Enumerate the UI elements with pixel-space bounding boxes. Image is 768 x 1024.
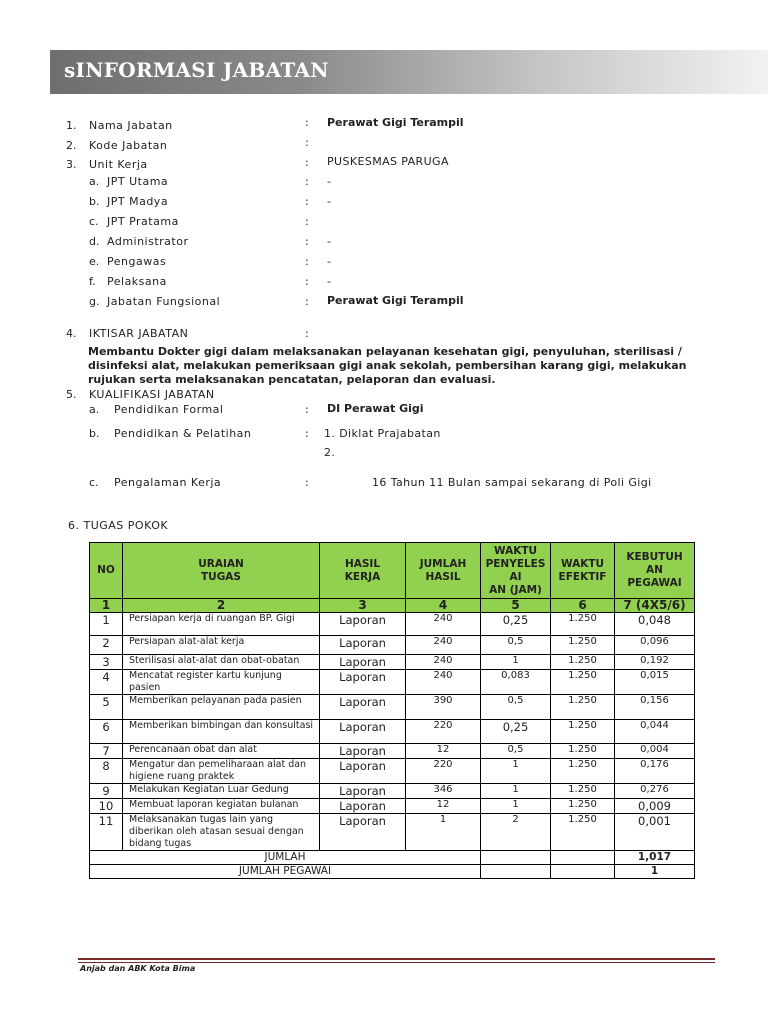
row-uraian: Memberikan pelayanan pada pasien: [123, 695, 320, 720]
jumlah-pegawai-value: 1: [615, 865, 695, 879]
formal-num: a.: [89, 403, 100, 416]
row-efektif: 1.250: [551, 744, 615, 759]
page-title: sINFORMASI JABATAN: [64, 58, 329, 82]
row-uraian: Sterilisasi alat-alat dan obat-obatan: [123, 655, 320, 670]
jumlah-value: 1,017: [615, 851, 695, 865]
info-value: -: [327, 255, 332, 268]
info-label: Pelaksana: [107, 275, 167, 288]
table-row: [90, 814, 695, 851]
kualifikasi-num: 5.: [66, 388, 77, 401]
info-num: 3.: [66, 158, 77, 171]
row-efektif: 1.250: [551, 720, 615, 744]
pelatihan-colon: :: [305, 427, 309, 440]
info-colon: :: [305, 255, 309, 268]
row-uraian: Persiapan kerja di ruangan BP. Gigi: [123, 613, 320, 636]
ikhtisar-text: Membantu Dokter gigi dalam melaksanakan pelayanan kesehatan gigi, penyuluhan, sterilisasi / disinfeksi alat, melakukan pemeriksaan gigi anak sekolah, pembersihan karang gigi, melakukan rujukan serta melaksanakan pencatatan, pelaporan dan evaluasi.: [88, 345, 687, 386]
row-jumlah: 240: [406, 670, 481, 695]
pelatihan-label: Pendidikan & Pelatihan: [114, 427, 252, 440]
row-kebutuhan: 0,096: [615, 636, 695, 655]
row-no: 6: [90, 720, 123, 744]
row-hasil: Laporan: [320, 655, 406, 670]
table-row: [90, 655, 695, 670]
row-no: 9: [90, 784, 123, 799]
row-kebutuhan: 0,276: [615, 784, 695, 799]
info-colon: :: [305, 156, 309, 169]
row-hasil: Laporan: [320, 784, 406, 799]
info-colon: :: [305, 195, 309, 208]
pengalaman-num: c.: [89, 476, 99, 489]
row-jumlah: 220: [406, 759, 481, 784]
table-row: [90, 744, 695, 759]
row-efektif: 1.250: [551, 695, 615, 720]
empty-cell: [551, 851, 615, 865]
row-uraian: Perencanaan obat dan alat: [123, 744, 320, 759]
row-hasil: Laporan: [320, 759, 406, 784]
row-jumlah: 240: [406, 636, 481, 655]
row-waktu: 0,083: [481, 670, 551, 695]
table-row: [90, 636, 695, 655]
row-efektif: 1.250: [551, 814, 615, 851]
info-value: -: [327, 275, 332, 288]
footer-text: Anjab dan ABK Kota Bima: [80, 964, 196, 973]
table-row: [90, 670, 695, 695]
info-label: Nama Jabatan: [89, 119, 173, 132]
row-waktu: 0,5: [481, 636, 551, 655]
tugas-pokok-title: 6. TUGAS POKOK: [68, 519, 169, 532]
row-jumlah: 12: [406, 799, 481, 814]
row-no: 11: [90, 814, 123, 851]
row-efektif: 1.250: [551, 655, 615, 670]
info-value: -: [327, 235, 332, 248]
empty-cell: [481, 851, 551, 865]
row-jumlah: 220: [406, 720, 481, 744]
info-value: Perawat Gigi Terampil: [327, 294, 464, 307]
row-waktu: 1: [481, 784, 551, 799]
index-cell: 5: [481, 599, 551, 613]
row-uraian: Persiapan alat-alat kerja: [123, 636, 320, 655]
row-hasil: Laporan: [320, 720, 406, 744]
row-jumlah: 1: [406, 814, 481, 851]
kualifikasi-label: KUALIFIKASI JABATAN: [89, 388, 215, 401]
info-num: 1.: [66, 119, 77, 132]
index-cell: 6: [551, 599, 615, 613]
row-no: 3: [90, 655, 123, 670]
row-hasil: Laporan: [320, 799, 406, 814]
row-kebutuhan: 0,015: [615, 670, 695, 695]
row-waktu: 0,25: [481, 613, 551, 636]
info-colon: :: [305, 295, 309, 308]
row-kebutuhan: 0,192: [615, 655, 695, 670]
pengalaman-label: Pengalaman Kerja: [114, 476, 222, 489]
info-num: d.: [89, 235, 100, 248]
formal-label: Pendidikan Formal: [114, 403, 224, 416]
row-jumlah: 12: [406, 744, 481, 759]
empty-cell: [481, 865, 551, 879]
info-label: JPT Pratama: [107, 215, 179, 228]
pengalaman-value: 16 Tahun 11 Bulan sampai sekarang di Poli Gigi: [372, 476, 652, 489]
row-efektif: 1.250: [551, 759, 615, 784]
index-cell: 4: [406, 599, 481, 613]
row-efektif: 1.250: [551, 799, 615, 814]
header-kebutuhan: KEBUTUH AN PEGAWAI: [615, 543, 695, 599]
info-value: -: [327, 175, 332, 188]
row-hasil: Laporan: [320, 744, 406, 759]
info-label: Pengawas: [107, 255, 167, 268]
row-jumlah: 346: [406, 784, 481, 799]
header-uraian: URAIAN TUGAS: [123, 543, 320, 599]
header-waktu: WAKTU PENYELES AI AN (JAM): [481, 543, 551, 599]
footer-divider: [78, 958, 715, 960]
row-waktu: 0,25: [481, 720, 551, 744]
header-jumlah: JUMLAH HASIL: [406, 543, 481, 599]
ikhtisar-label: IKTISAR JABATAN: [89, 327, 189, 340]
info-label: Jabatan Fungsional: [107, 295, 221, 308]
info-label: Unit Kerja: [89, 158, 148, 171]
row-hasil: Laporan: [320, 670, 406, 695]
row-kebutuhan: 0,048: [615, 613, 695, 636]
formal-value: DI Perawat Gigi: [327, 402, 424, 415]
table-row: [90, 613, 695, 636]
info-value: Perawat Gigi Terampil: [327, 116, 464, 129]
header-hasil: HASIL KERJA: [320, 543, 406, 599]
row-hasil: Laporan: [320, 636, 406, 655]
row-waktu: 0,5: [481, 695, 551, 720]
row-no: 8: [90, 759, 123, 784]
index-cell: 1: [90, 599, 123, 613]
row-kebutuhan: 0,156: [615, 695, 695, 720]
row-efektif: 1.250: [551, 636, 615, 655]
pengalaman-colon: :: [305, 476, 309, 489]
row-uraian: Melakukan Kegiatan Luar Gedung: [123, 784, 320, 799]
index-cell: 2: [123, 599, 320, 613]
row-jumlah: 240: [406, 655, 481, 670]
info-num: 2.: [66, 139, 77, 152]
header-efektif: WAKTU EFEKTIF: [551, 543, 615, 599]
row-waktu: 1: [481, 799, 551, 814]
formal-colon: :: [305, 403, 309, 416]
pelatihan-num: b.: [89, 427, 100, 440]
row-jumlah: 240: [406, 613, 481, 636]
info-colon: :: [305, 175, 309, 188]
info-colon: :: [305, 116, 309, 129]
table-row: [90, 759, 695, 784]
info-label: Administrator: [107, 235, 189, 248]
info-colon: :: [305, 215, 309, 228]
info-value: PUSKESMAS PARUGA: [327, 155, 449, 168]
jumlah-label: JUMLAH: [90, 851, 481, 865]
ikhtisar-num: 4.: [66, 327, 77, 340]
info-num: g.: [89, 295, 100, 308]
footer-divider: [78, 962, 715, 963]
info-num: a.: [89, 175, 100, 188]
row-waktu: 1: [481, 759, 551, 784]
info-colon: :: [305, 235, 309, 248]
index-cell: 7 (4X5/6): [615, 599, 695, 613]
table-row: [90, 784, 695, 799]
info-num: e.: [89, 255, 100, 268]
row-kebutuhan: 0,001: [615, 814, 695, 851]
row-hasil: Laporan: [320, 814, 406, 851]
row-kebutuhan: 0,009: [615, 799, 695, 814]
ikhtisar-colon: :: [305, 327, 309, 340]
row-no: 1: [90, 613, 123, 636]
row-hasil: Laporan: [320, 613, 406, 636]
table-row: [90, 720, 695, 744]
row-no: 10: [90, 799, 123, 814]
info-colon: :: [305, 275, 309, 288]
row-jumlah: 390: [406, 695, 481, 720]
info-label: JPT Madya: [107, 195, 169, 208]
row-waktu: 0,5: [481, 744, 551, 759]
info-colon: :: [305, 136, 309, 149]
row-kebutuhan: 0,176: [615, 759, 695, 784]
header-banner: [50, 50, 768, 94]
row-no: 5: [90, 695, 123, 720]
table-row: [90, 695, 695, 720]
row-uraian: Mengatur dan pemeliharaan alat dan higiene ruang praktek: [123, 759, 320, 784]
row-efektif: 1.250: [551, 784, 615, 799]
row-uraian: Memberikan bimbingan dan konsultasi: [123, 720, 320, 744]
row-waktu: 2: [481, 814, 551, 851]
row-kebutuhan: 0,044: [615, 720, 695, 744]
row-kebutuhan: 0,004: [615, 744, 695, 759]
row-uraian: Mencatat register kartu kunjung pasien: [123, 670, 320, 695]
pelatihan-item: 2.: [324, 446, 336, 459]
row-uraian: Membuat laporan kegiatan bulanan: [123, 799, 320, 814]
info-value: -: [327, 195, 332, 208]
empty-cell: [551, 865, 615, 879]
info-label: Kode Jabatan: [89, 139, 168, 152]
row-no: 2: [90, 636, 123, 655]
row-no: 7: [90, 744, 123, 759]
info-num: b.: [89, 195, 100, 208]
index-cell: 3: [320, 599, 406, 613]
row-efektif: 1.250: [551, 670, 615, 695]
info-num: f.: [89, 275, 96, 288]
pelatihan-item: 1. Diklat Prajabatan: [324, 427, 441, 440]
row-no: 4: [90, 670, 123, 695]
tugas-pokok-table: [89, 542, 695, 879]
table-row: [90, 799, 695, 814]
row-hasil: Laporan: [320, 695, 406, 720]
info-num: c.: [89, 215, 99, 228]
jumlah-pegawai-label: JUMLAH PEGAWAI: [90, 865, 481, 879]
row-efektif: 1.250: [551, 613, 615, 636]
header-no: NO: [90, 543, 123, 599]
row-uraian: Melaksanakan tugas lain yang diberikan oleh atasan sesuai dengan bidang tugas: [123, 814, 320, 851]
row-waktu: 1: [481, 655, 551, 670]
info-label: JPT Utama: [107, 175, 169, 188]
